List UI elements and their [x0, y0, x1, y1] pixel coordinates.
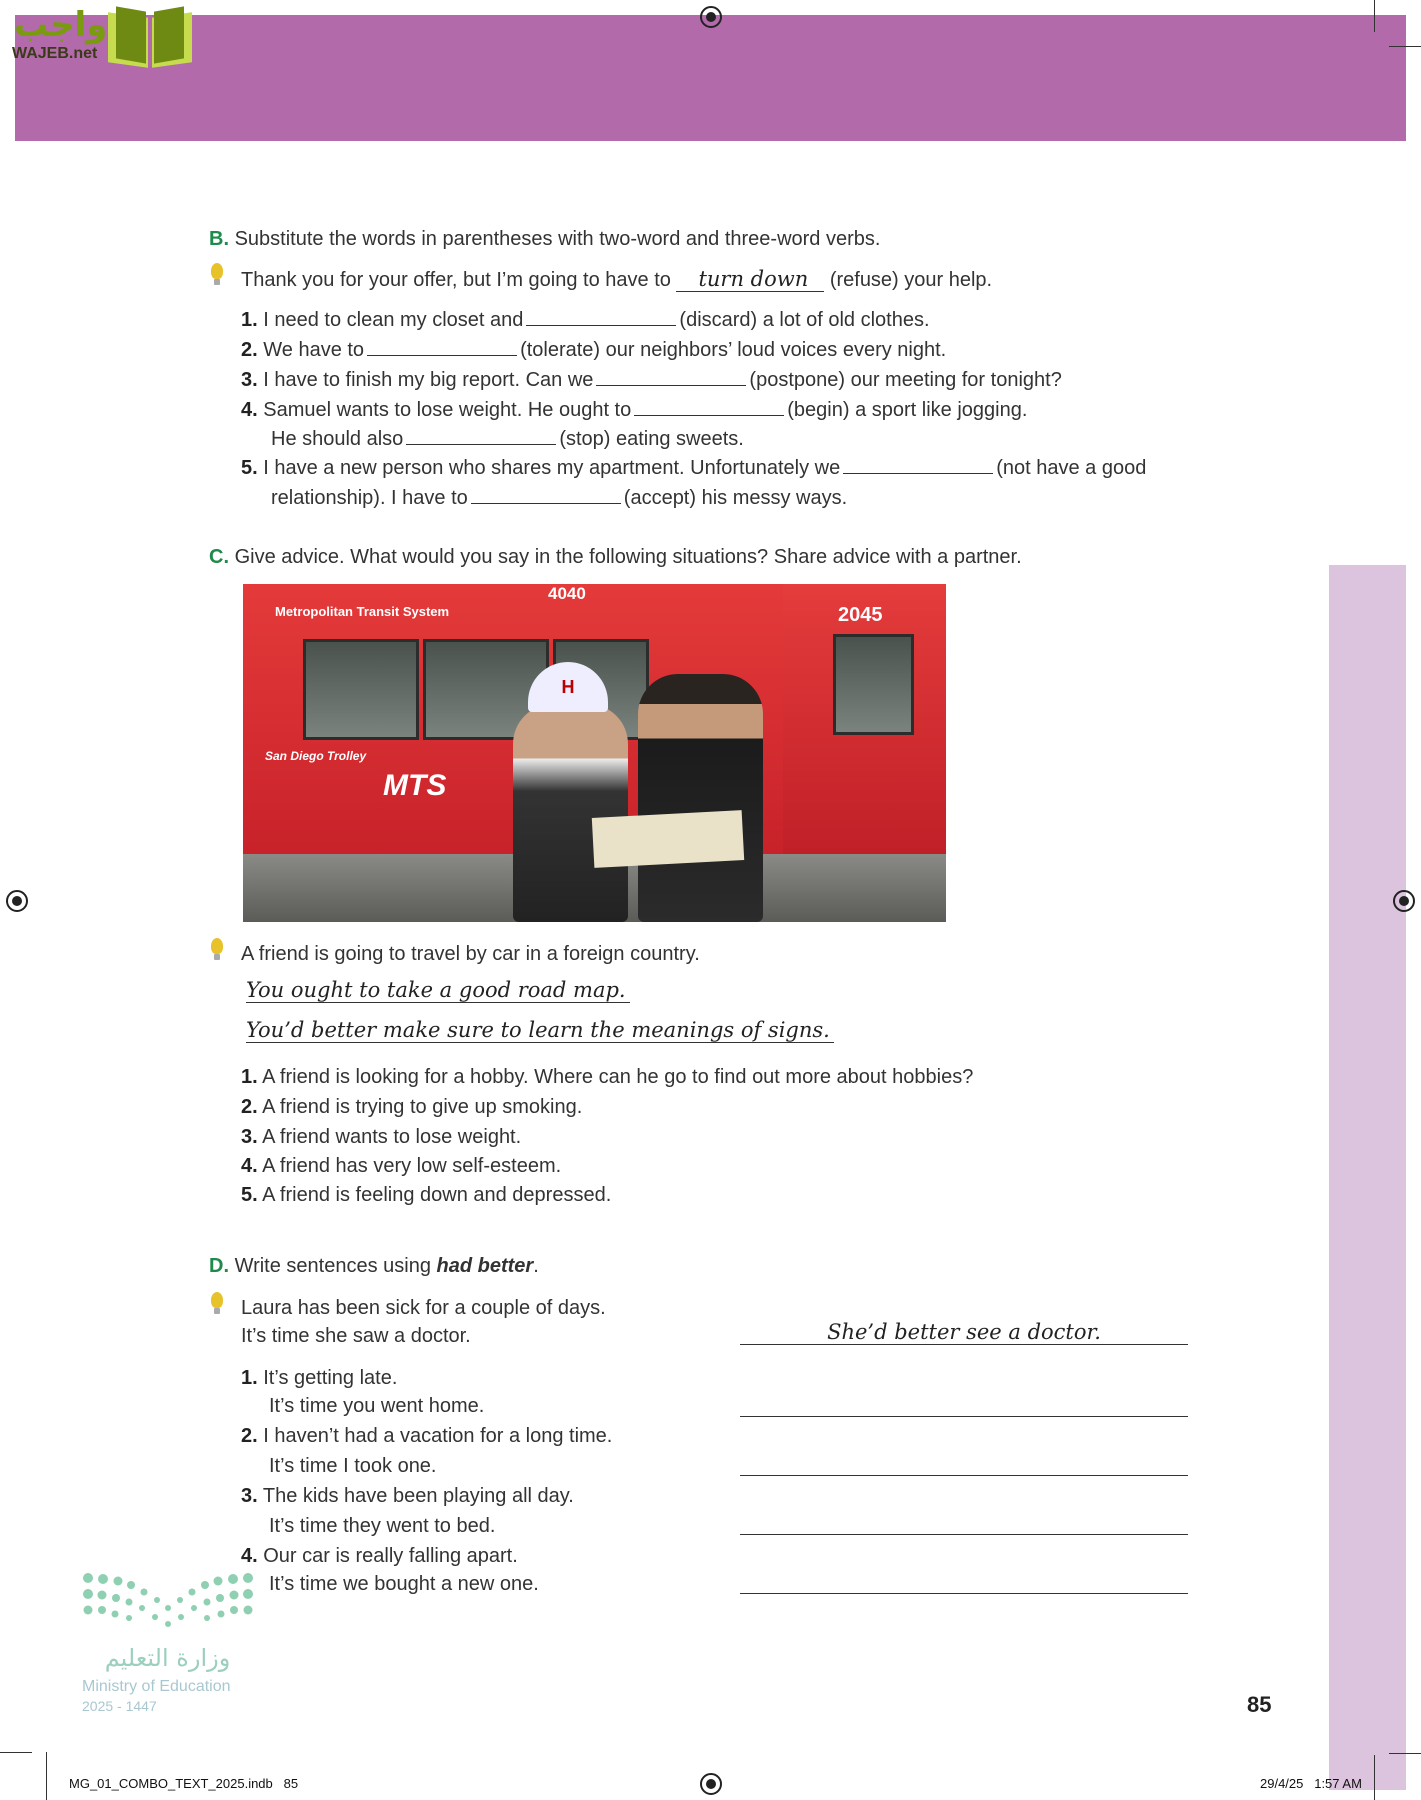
answer-blank[interactable] — [634, 399, 784, 416]
example-line: It’s time she saw a doctor. — [241, 1325, 471, 1347]
text: (accept) his messy ways. — [623, 487, 848, 509]
crop-mark — [1389, 1753, 1421, 1754]
logo-latin: WAJEB.net — [12, 45, 98, 62]
text: Samuel wants to lose weight. He ought to — [263, 399, 632, 421]
answer-line[interactable] — [740, 1416, 1188, 1417]
exercise-item — [241, 368, 1062, 392]
text: A friend is trying to give up smoking. — [262, 1096, 583, 1118]
logo-arabic: واجب — [14, 5, 108, 45]
sentence-item-line2: It’s time you went home. — [269, 1395, 485, 1417]
road-map — [592, 810, 744, 868]
text: (tolerate) our neighbors’ loud voices every night. — [520, 339, 947, 361]
ministry-english: Ministry of Education — [82, 1678, 231, 1695]
item-number: 3. — [241, 1485, 258, 1507]
crop-mark — [1389, 46, 1421, 47]
section-label: B. — [209, 228, 229, 250]
sentence-item — [241, 1484, 574, 1508]
answer-blank[interactable] — [471, 487, 621, 504]
text: Thank you for your offer, but I’m going to have to — [241, 269, 671, 291]
instruction: Give advice. What would you say in the following situations? Share advice with a partner. — [234, 546, 1022, 568]
exercise-item — [241, 398, 1027, 422]
example-line: Laura has been sick for a couple of days. — [241, 1297, 606, 1319]
section-label: D. — [209, 1255, 229, 1277]
text: He should also — [271, 428, 404, 450]
page-number: 85 — [1247, 1692, 1272, 1717]
crop-mark — [0, 1752, 32, 1753]
lightbulb-icon — [211, 938, 223, 954]
ministry-arabic: وزارة التعليم — [104, 1644, 231, 1672]
item-number: 3. — [241, 369, 258, 391]
section-b-heading — [209, 227, 880, 251]
ministry-dots-icon — [80, 1572, 260, 1632]
item-number: 3. — [241, 1126, 258, 1148]
text: relationship). I have to — [271, 487, 468, 509]
photo-trolley-friends — [243, 584, 946, 922]
exercise-item — [271, 486, 847, 510]
answer-line[interactable] — [740, 1475, 1188, 1476]
header-band — [15, 15, 1406, 141]
situation-item — [241, 1065, 973, 1089]
situation-item — [241, 1154, 561, 1178]
item-number: 2. — [241, 1096, 258, 1118]
example-situation: A friend is going to travel by car in a foreign country. — [241, 943, 700, 965]
crop-mark — [46, 1752, 47, 1800]
wajeb-logo — [10, 5, 190, 67]
example-answer: turn down — [676, 267, 824, 292]
item-number: 2. — [241, 339, 258, 361]
instruction: Substitute the words in parentheses with two-word and three-word verbs. — [234, 228, 881, 250]
answer-blank[interactable] — [526, 309, 676, 326]
item-number: 4. — [241, 1545, 258, 1567]
book-icon — [108, 7, 198, 65]
crop-mark — [1374, 0, 1375, 32]
example-answer: You ought to take a good road map. — [246, 978, 630, 1003]
section-c-heading — [209, 545, 1022, 569]
situation-item — [241, 1183, 611, 1207]
text: I need to clean my closet and — [263, 309, 524, 331]
train-number: 4040 — [548, 584, 586, 603]
text: (postpone) our meeting for tonight? — [749, 369, 1062, 391]
item-number: 4. — [241, 1155, 258, 1177]
instruction-end: . — [533, 1255, 539, 1277]
person-right — [638, 674, 763, 922]
item-number: 1. — [241, 309, 258, 331]
answer-blank[interactable] — [596, 369, 746, 386]
text: I have to finish my big report. Can we — [263, 369, 594, 391]
situation-item — [241, 1125, 521, 1149]
text: A friend wants to lose weight. — [262, 1126, 522, 1148]
train-right — [783, 584, 946, 854]
mts-logo: MTS — [383, 769, 447, 802]
item-number: 5. — [241, 457, 258, 479]
instruction: Write sentences using — [234, 1255, 431, 1277]
example-sentence — [241, 267, 992, 292]
answer-line — [740, 1344, 1188, 1345]
sentence-item-line2: It’s time I took one. — [269, 1455, 437, 1477]
sentence-item — [241, 1544, 518, 1568]
item-number: 4. — [241, 399, 258, 421]
answer-blank[interactable] — [843, 457, 993, 474]
ministry-year: 2025 - 1447 — [82, 1698, 157, 1714]
text: (refuse) your help. — [829, 269, 993, 291]
text: Our car is really falling apart. — [263, 1545, 518, 1567]
answer-blank[interactable] — [367, 339, 517, 356]
section-d-heading — [209, 1254, 539, 1278]
example-answer: You’d better make sure to learn the meanings of signs. — [246, 1018, 834, 1043]
footer-date: 29/4/25 1:57 AM — [1260, 1776, 1362, 1791]
sentence-item — [241, 1366, 397, 1390]
answer-blank[interactable] — [406, 428, 556, 445]
text: (not have a good — [996, 457, 1147, 479]
text: A friend is feeling down and depressed. — [262, 1184, 612, 1206]
exercise-item — [241, 456, 1146, 480]
text: A friend is looking for a hobby. Where can he go to find out more about hobbies? — [262, 1066, 974, 1088]
train-label: Metropolitan Transit System — [275, 604, 450, 619]
crop-mark — [1374, 1755, 1375, 1800]
situation-item — [241, 1095, 582, 1119]
registration-mark-icon — [6, 890, 28, 912]
exercise-item — [271, 427, 744, 451]
text: The kids have been playing all day. — [262, 1485, 574, 1507]
cap: H — [528, 662, 608, 712]
lightbulb-icon — [211, 263, 223, 279]
text: (begin) a sport like jogging. — [787, 399, 1028, 421]
item-number: 5. — [241, 1184, 258, 1206]
text: I have a new person who shares my apartment. Unfortunately we — [263, 457, 841, 479]
answer-line[interactable] — [740, 1593, 1188, 1594]
text: (stop) eating sweets. — [559, 428, 744, 450]
answer-line[interactable] — [740, 1534, 1188, 1535]
instruction-emphasis: had better — [436, 1255, 534, 1277]
footer-file: MG_01_COMBO_TEXT_2025.indb 85 — [69, 1776, 299, 1791]
item-number: 1. — [241, 1066, 258, 1088]
text: It’s getting late. — [263, 1367, 398, 1389]
text: (discard) a lot of old clothes. — [679, 309, 930, 331]
side-band — [1329, 565, 1406, 1790]
registration-mark-icon — [1393, 890, 1415, 912]
registration-mark-icon — [700, 6, 722, 28]
trolley-label: San Diego Trolley — [265, 749, 367, 763]
person-left — [513, 704, 628, 922]
example-answer: She’d better see a doctor. — [827, 1320, 1101, 1344]
registration-mark-icon — [700, 1773, 722, 1795]
sentence-item-line2: It’s time they went to bed. — [269, 1515, 496, 1537]
lightbulb-icon — [211, 1292, 223, 1308]
item-number: 1. — [241, 1367, 258, 1389]
train-number: 2045 — [838, 604, 883, 626]
exercise-item — [241, 338, 946, 362]
text: A friend has very low self-esteem. — [262, 1155, 562, 1177]
sentence-item — [241, 1424, 612, 1448]
text: We have to — [263, 339, 365, 361]
ministry-logo — [80, 1572, 260, 1722]
sentence-item-line2: It’s time we bought a new one. — [269, 1573, 539, 1595]
section-label: C. — [209, 546, 229, 568]
exercise-item — [241, 308, 930, 332]
item-number: 2. — [241, 1425, 258, 1447]
text: I haven’t had a vacation for a long time. — [263, 1425, 613, 1447]
